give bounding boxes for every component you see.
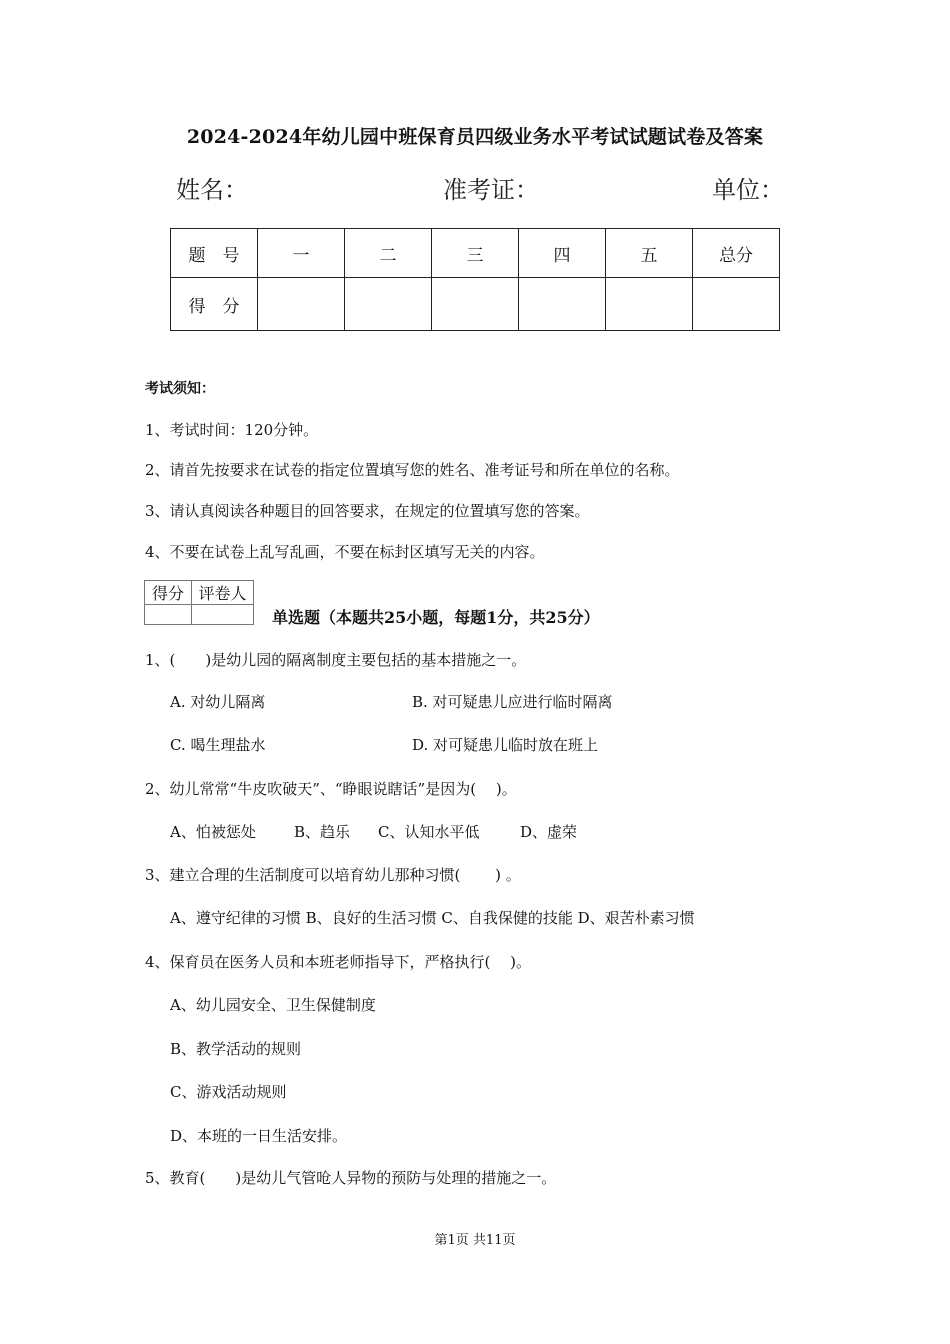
score-table-score-row bbox=[171, 278, 780, 331]
question-stem: 4、保育员在医务人员和本班老师指导下，严格执行( )。 bbox=[145, 953, 532, 971]
page-title: 2024-2024年幼儿园中班保育员四级业务水平考试试题试卷及答案 bbox=[186, 126, 764, 148]
option-a: A、怕被惩处 bbox=[170, 823, 256, 841]
score-table-header-cell: 三 bbox=[432, 229, 519, 278]
grader-score-cell[interactable] bbox=[145, 605, 192, 625]
section-heading: 单选题（本题共25小题，每题1分，共25分） bbox=[272, 608, 600, 627]
question-stem: 1、( )是幼儿园的隔离制度主要包括的基本措施之一。 bbox=[145, 651, 527, 669]
notice-item: 4、不要在试卷上乱写乱画，不要在标封区填写无关的内容。 bbox=[145, 543, 545, 561]
score-cell[interactable] bbox=[345, 278, 432, 331]
page-footer: 第1页 共11页 bbox=[434, 1233, 516, 1248]
option-a: A、幼儿园安全、卫生保健制度 bbox=[170, 996, 376, 1014]
notice-item: 2、请首先按要求在试卷的指定位置填写您的姓名、准考证号和所在单位的名称。 bbox=[145, 461, 680, 479]
score-cell[interactable] bbox=[606, 278, 693, 331]
notice-item: 3、请认真阅读各种题目的回答要求，在规定的位置填写您的答案。 bbox=[145, 502, 590, 520]
score-table-header-row bbox=[171, 229, 780, 278]
score-row-label: 得 分 bbox=[171, 278, 258, 331]
name-label: 姓名： bbox=[176, 176, 248, 204]
score-table-header-cell: 总分 bbox=[693, 229, 780, 278]
grader-name-label: 评卷人 bbox=[192, 581, 254, 605]
option-a: A. 对幼儿隔离 bbox=[170, 693, 266, 711]
score-cell[interactable] bbox=[432, 278, 519, 331]
option-c: C、认知水平低 bbox=[378, 823, 480, 841]
grader-box bbox=[144, 580, 254, 625]
notice-heading: 考试须知： bbox=[145, 381, 215, 397]
option-d: D、虚荣 bbox=[520, 823, 578, 841]
unit-label: 单位： bbox=[712, 176, 784, 204]
option-d: D. 对可疑患儿临时放在班上 bbox=[412, 736, 599, 754]
score-table-header-cell: 二 bbox=[345, 229, 432, 278]
score-cell[interactable] bbox=[693, 278, 780, 331]
grader-name-cell[interactable] bbox=[192, 605, 254, 625]
option-d: D、本班的一日生活安排。 bbox=[170, 1127, 348, 1145]
option-b: B、趋乐 bbox=[294, 823, 351, 841]
option-c: C、游戏活动规则 bbox=[170, 1083, 287, 1101]
ticket-label: 准考证： bbox=[443, 176, 539, 204]
notice-item: 1、考试时间：120分钟。 bbox=[145, 421, 319, 439]
score-cell[interactable] bbox=[519, 278, 606, 331]
question-options: A、遵守纪律的习惯 B、良好的生活习惯 C、自我保健的技能 D、艰苦朴素习惯 bbox=[170, 909, 695, 927]
option-b: B、教学活动的规则 bbox=[170, 1040, 302, 1058]
score-table-header-cell: 一 bbox=[258, 229, 345, 278]
question-stem: 2、幼儿常常“牛皮吹破天”、“睁眼说瞎话”是因为( )。 bbox=[145, 780, 517, 798]
score-table-header-cell: 四 bbox=[519, 229, 606, 278]
score-table bbox=[170, 228, 780, 331]
option-b: B. 对可疑患儿应进行临时隔离 bbox=[412, 693, 613, 711]
score-cell[interactable] bbox=[258, 278, 345, 331]
score-table-header-cell: 题 号 bbox=[171, 229, 258, 278]
score-table-header-cell: 五 bbox=[606, 229, 693, 278]
question-stem: 3、建立合理的生活制度可以培育幼儿那种习惯( ) 。 bbox=[145, 866, 521, 884]
question-stem: 5、教育( )是幼儿气管呛人异物的预防与处理的措施之一。 bbox=[145, 1169, 557, 1187]
grader-score-label: 得分 bbox=[145, 581, 192, 605]
option-c: C. 喝生理盐水 bbox=[170, 736, 266, 754]
